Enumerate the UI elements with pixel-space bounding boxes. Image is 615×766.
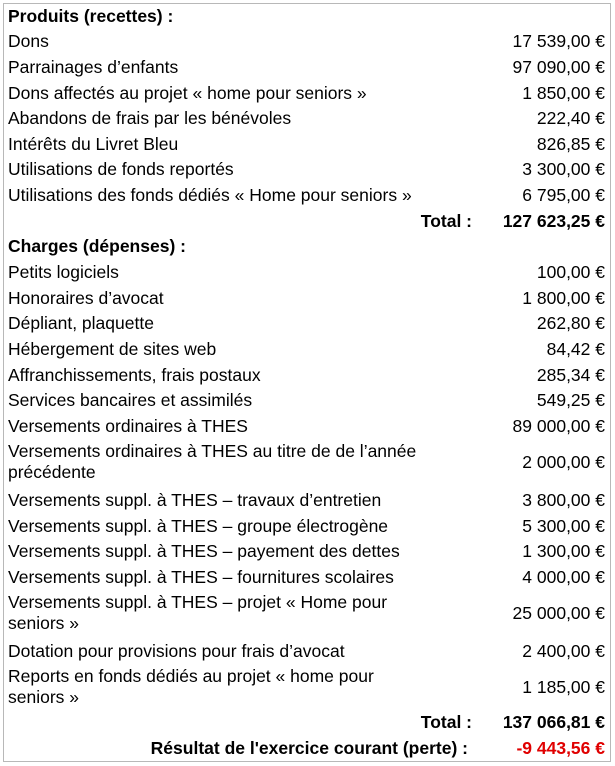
table-row: [4, 159, 610, 181]
row-value: 3 800,00 €: [522, 490, 605, 510]
table-row: [4, 441, 610, 485]
total-value: 137 066,81 €: [502, 712, 605, 732]
row-label: Abandons de frais par les bénévoles: [8, 108, 292, 128]
row-value: 2 400,00 €: [522, 641, 605, 661]
table-row: [4, 541, 610, 563]
table-row: [4, 666, 610, 710]
row-label: Versements suppl. à THES – projet « Home pour seniors »: [8, 592, 388, 633]
row-label: Dons affectés au projet « home pour seniors »: [8, 83, 367, 103]
charges-header: Charges (dépenses) :: [8, 236, 186, 256]
table-row: [4, 641, 610, 663]
row-value: 6 795,00 €: [522, 185, 605, 205]
result-label: Résultat de l'exercice courant (perte) :: [150, 738, 468, 758]
total-label: Total :: [420, 712, 472, 732]
row-value: 2 000,00 €: [522, 452, 605, 472]
result-value: -9 443,56 €: [516, 738, 605, 758]
row-value: 285,34 €: [536, 365, 605, 385]
row-label: Versements ordinaires à THES au titre de de l’année précédente: [8, 441, 417, 482]
total-value: 127 623,25 €: [502, 211, 605, 231]
table-row: [4, 390, 610, 412]
row-label: Honoraires d’avocat: [8, 288, 164, 308]
table-row: [4, 416, 610, 438]
table-row: [4, 134, 610, 156]
table-row: [4, 365, 610, 387]
section-header-charges: [4, 236, 610, 258]
row-value: 262,80 €: [536, 313, 605, 333]
row-label: Hébergement de sites web: [8, 339, 217, 359]
row-value: 89 000,00 €: [512, 416, 605, 436]
table-row: [4, 262, 610, 284]
financial-statement: [3, 3, 611, 762]
row-label: Services bancaires et assimilés: [8, 390, 253, 410]
row-value: 25 000,00 €: [512, 603, 605, 623]
row-value: 1 185,00 €: [522, 677, 605, 697]
table-row: [4, 108, 610, 130]
table-row: [4, 567, 610, 589]
row-label: Utilisations des fonds dédiés « Home pour seniors »: [8, 185, 412, 205]
row-label: Reports en fonds dédiés au projet « home pour seniors »: [8, 666, 374, 707]
row-value: 1 300,00 €: [522, 541, 605, 561]
row-value: 5 300,00 €: [522, 516, 605, 536]
row-label: Parrainages d’enfants: [8, 57, 179, 77]
row-value: 1 800,00 €: [522, 288, 605, 308]
row-value: 4 000,00 €: [522, 567, 605, 587]
row-value: 222,40 €: [536, 108, 605, 128]
row-label: Dotation pour provisions pour frais d’avocat: [8, 641, 345, 661]
table-row: [4, 288, 610, 310]
table-row: [4, 185, 610, 207]
table-row: [4, 83, 610, 105]
row-label: Versements suppl. à THES – payement des dettes: [8, 541, 400, 561]
row-value: 826,85 €: [536, 134, 605, 154]
row-label: Intérêts du Livret Bleu: [8, 134, 179, 154]
table-row: [4, 313, 610, 335]
row-label: Dépliant, plaquette: [8, 313, 154, 333]
section-header-produits: [4, 6, 610, 28]
table-row: [4, 57, 610, 79]
row-label: Versements ordinaires à THES: [8, 416, 248, 436]
table-row: [4, 516, 610, 538]
charges-total-row: [4, 712, 610, 734]
row-label: Versements suppl. à THES – fournitures scolaires: [8, 567, 394, 587]
row-label: Dons: [8, 31, 49, 51]
row-label: Affranchissements, frais postaux: [8, 365, 261, 385]
row-value: 84,42 €: [546, 339, 605, 359]
row-value: 3 300,00 €: [522, 159, 605, 179]
row-value: 100,00 €: [536, 262, 605, 282]
row-value: 549,25 €: [536, 390, 605, 410]
row-value: 1 850,00 €: [522, 83, 605, 103]
produits-total-row: [4, 211, 610, 233]
row-label: Versements suppl. à THES – travaux d’entretien: [8, 490, 382, 510]
result-row: [4, 738, 610, 760]
row-label: Versements suppl. à THES – groupe électrogène: [8, 516, 389, 536]
row-label: Utilisations de fonds reportés: [8, 159, 234, 179]
row-label: Petits logiciels: [8, 262, 119, 282]
total-label: Total :: [420, 211, 472, 231]
table-row: [4, 31, 610, 53]
table-row: [4, 490, 610, 512]
produits-header: Produits (recettes) :: [8, 6, 174, 26]
row-value: 17 539,00 €: [512, 31, 605, 51]
table-row: [4, 592, 610, 636]
row-value: 97 090,00 €: [512, 57, 605, 77]
table-row: [4, 339, 610, 361]
